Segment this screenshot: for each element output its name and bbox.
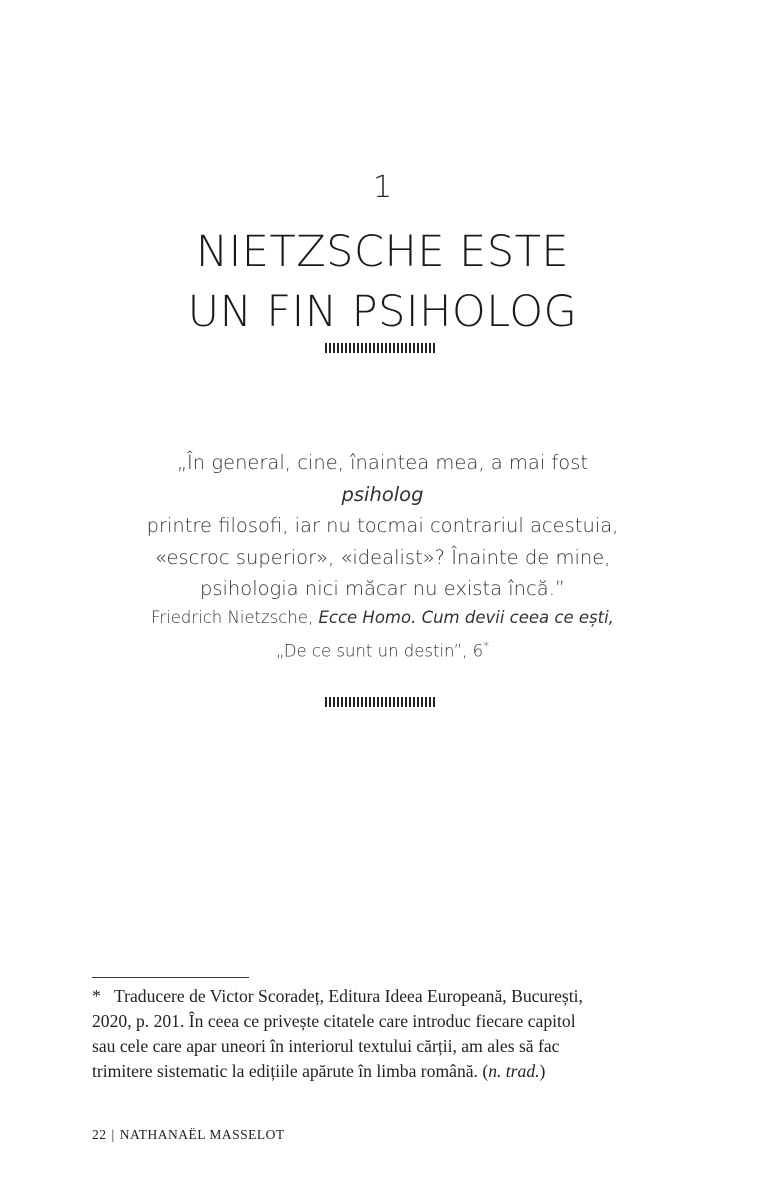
running-footer <box>92 1127 285 1143</box>
epigraph-line-1: „În general, cine, înaintea mea, a mai fost psiholog <box>176 451 589 506</box>
chapter-title-line-1: NIETZSCHE ESTE <box>195 227 570 277</box>
attribution-author: Friedrich Nietzsche, <box>151 608 319 627</box>
chapter-title <box>0 222 765 342</box>
chapter-number: 1 <box>372 170 393 205</box>
attribution-section: „De ce sunt un destin”, 6 <box>275 641 484 661</box>
epigraph-line-4: psihologia nici măcar nu exista încă.” <box>199 577 566 600</box>
footer-separator: | <box>111 1127 115 1142</box>
footnote <box>92 984 692 1084</box>
chapter-title-line-2: UN FIN PSIHOLOG <box>187 287 578 337</box>
footnote-rule <box>92 977 249 978</box>
epigraph-line-3: «escroc superior», «idealist»? Înainte de mine, <box>154 545 611 569</box>
footnote-line-1: * Traducere de Victor Scoradeț, Editura Ideea Europeană, București, <box>92 984 692 1009</box>
epigraph-quote <box>100 447 665 605</box>
epigraph-line-2: printre filosofi, iar nu tocmai contrariul acestuia, <box>146 514 619 537</box>
ornament-divider-top <box>325 343 437 353</box>
footnote-reference: * <box>483 639 490 653</box>
footnote-line-2: 2020, p. 201. În ceea ce privește citatele care introduc fiecare capitol <box>92 1011 576 1031</box>
footnote-marker: * <box>92 986 101 1006</box>
attribution-line-1 <box>100 603 665 632</box>
attribution-work-title: Ecce Homo. Cum devii ceea ce ești, <box>318 608 614 627</box>
page-number: 22 <box>92 1127 107 1142</box>
footnote-translator-note: n. trad. <box>488 1061 540 1081</box>
epigraph-emphasis: psiholog <box>341 482 424 506</box>
epigraph-attribution <box>100 603 665 666</box>
footnote-line-3: sau cele care apar uneori în interiorul textului cărții, am ales să fac <box>92 1036 560 1056</box>
footer-author: NATHANAËL MASSELOT <box>119 1127 285 1142</box>
attribution-line-2 <box>100 632 665 666</box>
footnote-line-4: trimitere sistematic la edițiile apărute în limba română. (n. trad.) <box>92 1061 546 1081</box>
ornament-divider-bottom <box>325 697 437 707</box>
